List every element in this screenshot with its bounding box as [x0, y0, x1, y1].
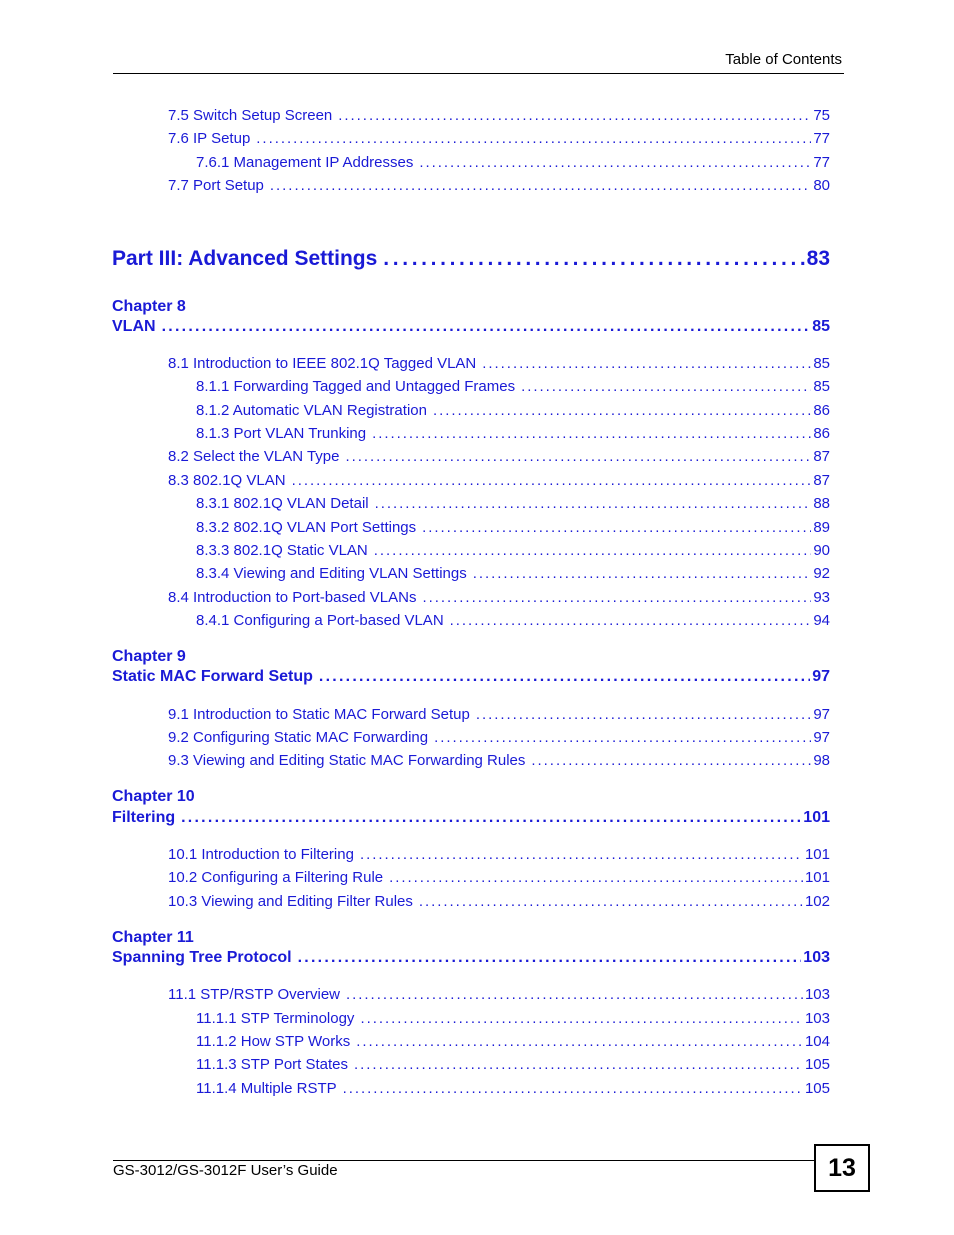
- dot-leader: [422, 519, 811, 536]
- toc-entry-10-1[interactable]: 10.1 Introduction to Filtering . . . 101: [168, 846, 830, 866]
- toc-entry-7-6[interactable]: 7.6 IP Setup . . . 77: [168, 130, 830, 150]
- dot-leader: [181, 809, 801, 827]
- header-rule: [113, 73, 844, 74]
- chapter-11-label: Chapter 11: [112, 929, 194, 946]
- dot-leader: [360, 846, 803, 863]
- toc-entry-10-2[interactable]: 10.2 Configuring a Filtering Rule . . . 101: [168, 869, 830, 889]
- footer-rule: [113, 1160, 815, 1161]
- dot-leader: [372, 425, 811, 442]
- footer-guide-title: GS-3012/GS-3012F User’s Guide: [113, 1162, 338, 1179]
- dot-leader: [521, 378, 811, 395]
- toc-entry-9-1[interactable]: 9.1 Introduction to Static MAC Forward Setup . . . 97: [168, 706, 830, 726]
- toc-entry-8-3-2[interactable]: 8.3.2 802.1Q VLAN Port Settings . . . 89: [196, 519, 830, 539]
- dot-leader: [346, 448, 812, 465]
- dot-leader: [422, 589, 811, 606]
- dot-leader: [419, 154, 811, 171]
- dot-leader: [338, 107, 811, 124]
- dot-leader: [473, 565, 812, 582]
- dot-leader: [354, 1056, 803, 1073]
- dot-leader: [476, 706, 812, 723]
- dot-leader: [162, 318, 811, 336]
- toc-chapter-8[interactable]: VLAN . . . 85: [112, 318, 830, 340]
- dot-leader: [343, 1080, 803, 1097]
- dot-leader: [434, 729, 811, 746]
- toc-entry-11-1[interactable]: 11.1 STP/RSTP Overview . . . 103: [168, 986, 830, 1006]
- dot-leader: [346, 986, 803, 1003]
- dot-leader: [298, 949, 802, 967]
- toc-entry-8-4[interactable]: 8.4 Introduction to Port-based VLANs . . . 93: [168, 589, 830, 609]
- toc-entry-7-6-1[interactable]: 7.6.1 Management IP Addresses . . . 77: [196, 154, 830, 174]
- toc-entry-8-3-3[interactable]: 8.3.3 802.1Q Static VLAN . . . 90: [196, 542, 830, 562]
- toc-entry-11-1-2[interactable]: 11.1.2 How STP Works . . . 104: [196, 1033, 830, 1053]
- chapter-8-label: Chapter 8: [112, 298, 186, 315]
- toc-entry-8-1-3[interactable]: 8.1.3 Port VLAN Trunking . . . 86: [196, 425, 830, 445]
- toc-chapter-11[interactable]: Spanning Tree Protocol . . . 103: [112, 949, 830, 971]
- dot-leader: [374, 542, 812, 559]
- toc-entry-8-1-1[interactable]: 8.1.1 Forwarding Tagged and Untagged Frames . . . 85: [196, 378, 830, 398]
- toc-entry-7-7[interactable]: 7.7 Port Setup . . . 80: [168, 177, 830, 197]
- toc-entry-7-5[interactable]: 7.5 Switch Setup Screen . . . 75: [168, 107, 830, 127]
- dot-leader: [256, 130, 811, 147]
- chapter-10-label: Chapter 10: [112, 788, 195, 805]
- page-number: 13: [814, 1144, 870, 1192]
- dot-leader: [360, 1010, 803, 1027]
- dot-leader: [383, 247, 804, 271]
- running-header: Table of Contents: [725, 51, 842, 68]
- toc-entry-9-2[interactable]: 9.2 Configuring Static MAC Forwarding . . . 97: [168, 729, 830, 749]
- dot-leader: [419, 893, 803, 910]
- toc-chapter-10[interactable]: Filtering . . . 101: [112, 809, 830, 831]
- toc-chapter-9[interactable]: Static MAC Forward Setup . . . 97: [112, 668, 830, 690]
- toc-entry-8-2[interactable]: 8.2 Select the VLAN Type . . . 87: [168, 448, 830, 468]
- dot-leader: [389, 869, 803, 886]
- dot-leader: [292, 472, 812, 489]
- toc-entry-9-3[interactable]: 9.3 Viewing and Editing Static MAC Forwarding Rules . . . 98: [168, 752, 830, 772]
- toc-entry-10-3[interactable]: 10.3 Viewing and Editing Filter Rules . . . 102: [168, 893, 830, 913]
- toc-entry-11-1-1[interactable]: 11.1.1 STP Terminology . . . 103: [196, 1010, 830, 1030]
- dot-leader: [270, 177, 811, 194]
- chapter-9-label: Chapter 9: [112, 648, 186, 665]
- toc-entry-8-3[interactable]: 8.3 802.1Q VLAN . . . 87: [168, 472, 830, 492]
- toc-entry-8-3-4[interactable]: 8.3.4 Viewing and Editing VLAN Settings . . . 92: [196, 565, 830, 585]
- toc-entry-8-1[interactable]: 8.1 Introduction to IEEE 802.1Q Tagged VLAN . . . 85: [168, 355, 830, 375]
- toc-entry-11-1-4[interactable]: 11.1.4 Multiple RSTP . . . 105: [196, 1080, 830, 1100]
- dot-leader: [450, 612, 812, 629]
- toc-entry-8-4-1[interactable]: 8.4.1 Configuring a Port-based VLAN . . . 94: [196, 612, 830, 632]
- dot-leader: [356, 1033, 803, 1050]
- toc-entry-8-3-1[interactable]: 8.3.1 802.1Q VLAN Detail . . . 88: [196, 495, 830, 515]
- dot-leader: [531, 752, 811, 769]
- dot-leader: [375, 495, 812, 512]
- toc-entry-11-1-3[interactable]: 11.1.3 STP Port States . . . 105: [196, 1056, 830, 1076]
- toc-entry-8-1-2[interactable]: 8.1.2 Automatic VLAN Registration . . . 86: [196, 402, 830, 422]
- dot-leader: [433, 402, 811, 419]
- toc-part-3[interactable]: Part III: Advanced Settings . . . 83: [112, 247, 830, 275]
- dot-leader: [319, 668, 810, 686]
- dot-leader: [482, 355, 811, 372]
